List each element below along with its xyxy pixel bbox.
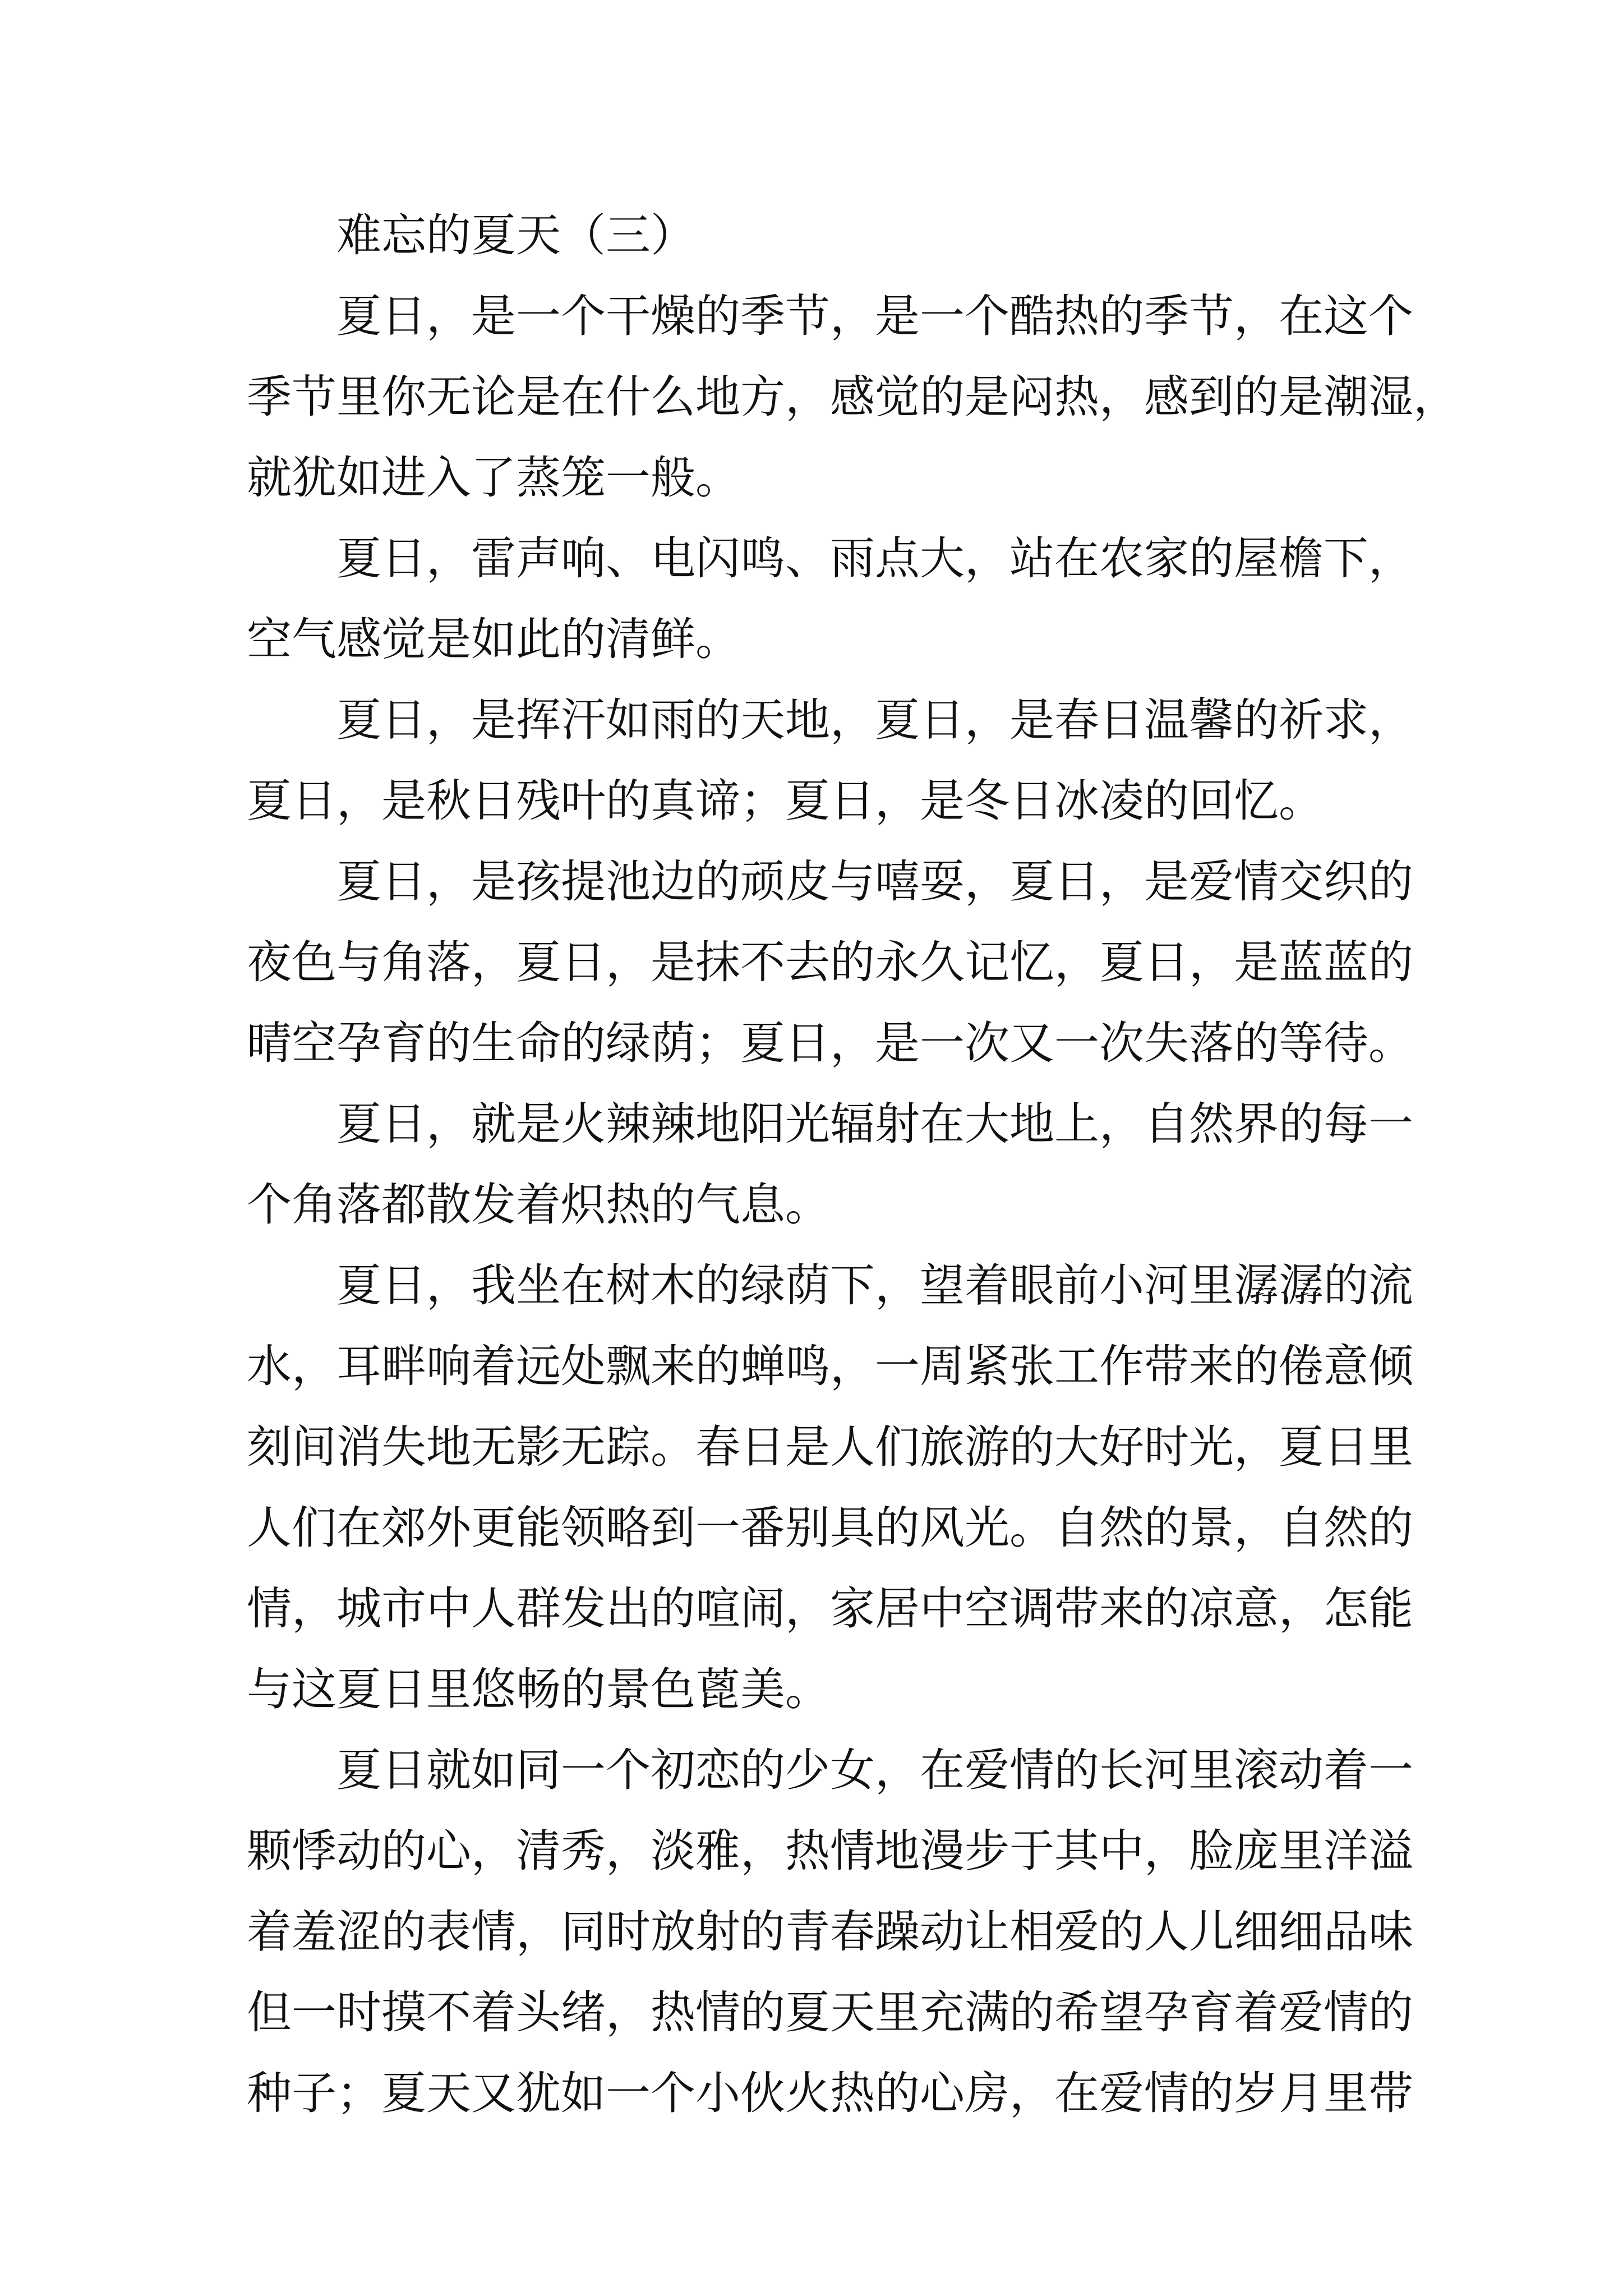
paragraph-7 (247, 1742, 1413, 2122)
text-line: 就犹如进入了蒸笼一般。 (247, 452, 740, 504)
text-line: 夏日，是孩提池边的顽皮与嘻耍，夏日，是爱情交织的 (336, 855, 1413, 908)
text-line: 夏日，雷声响、电闪鸣、雨点大，站在农家的屋檐下， (336, 532, 1413, 585)
text-line: 水，耳畔响着远处飘来的蝉鸣，一周紧张工作带来的倦意倾 (247, 1340, 1413, 1392)
text-line: 刻间消失地无影无踪。春日是人们旅游的大好时光，夏日里 (247, 1421, 1413, 1473)
text-line: 个角落都散发着炽热的气息。 (247, 1179, 830, 1231)
document-title: 难忘的夏天（三） (336, 209, 695, 261)
text-line: 夏日，是一个干燥的季节，是一个酷热的季节，在这个 (336, 290, 1413, 342)
text-line: 着羞涩的表情，同时放射的青春躁动让相爱的人儿细细品味 (247, 1906, 1413, 1958)
text-line: 夏日就如同一个初恋的少女，在爱情的长河里滚动着一 (336, 1744, 1413, 1796)
text-line: 夏日，是挥汗如雨的天地，夏日，是春日温馨的祈求， (336, 694, 1413, 746)
text-line: 与这夏日里悠畅的景色蓖美。 (247, 1663, 830, 1715)
text-line: 夏日，就是火辣辣地阳光辐射在大地上，自然界的每一 (336, 1098, 1413, 1150)
paragraph-1 (247, 288, 1458, 506)
text-line: 季节里你无论是在什么地方，感觉的是闷热，感到的是潮湿， (247, 371, 1458, 423)
paragraph-4 (247, 854, 1413, 1071)
paragraph-6 (247, 1258, 1413, 1718)
paragraph-5 (247, 1096, 1413, 1233)
text-line: 夏日，我坐在树木的绿荫下，望着眼前小河里潺潺的流 (336, 1259, 1413, 1312)
text-line: 夏日，是秋日残叶的真谛；夏日，是冬日冰凌的回忆。 (247, 775, 1324, 827)
text-line: 但一时摸不着头绪，热情的夏天里充满的希望孕育着爱情的 (247, 1986, 1413, 2039)
text-line: 空气感觉是如此的清鲜。 (247, 613, 740, 665)
paragraph-3 (247, 692, 1413, 829)
text-line: 颗悸动的心，清秀，淡雅，热情地漫步于其中，脸庞里洋溢 (247, 1825, 1413, 1877)
paragraph-2 (247, 531, 1413, 668)
text-line: 情，城市中人群发出的喧闹，家居中空调带来的凉意，怎能 (247, 1582, 1413, 1635)
text-line: 人们在郊外更能领略到一番别具的风光。自然的景，自然的 (247, 1502, 1413, 1554)
text-line: 晴空孕育的生命的绿荫；夏日，是一次又一次失落的等待。 (247, 1017, 1413, 1069)
document-body (247, 208, 1458, 2146)
text-line: 夜色与角落，夏日，是抹不去的永久记忆，夏日，是蓝蓝的 (247, 936, 1413, 988)
text-line: 种子；夏天又犹如一个小伙火热的心房，在爱情的岁月里带 (247, 2067, 1413, 2119)
